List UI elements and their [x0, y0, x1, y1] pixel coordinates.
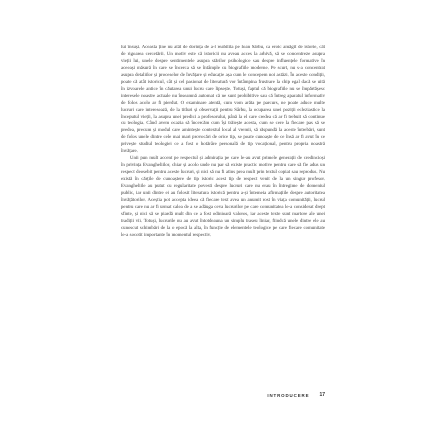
running-title: INTRODUCERE: [267, 392, 310, 398]
body-text: [121, 45, 325, 380]
paragraph-2: Unii pun mult accent pe respectul și admirația pe care le-au avut primele generații de credincioși în privința Evangheliilor, chiar și acolo unde nu par să existe practic motive pentru care să fie adus un respect deosebit pentru aceste lucruri, și nici să nu fi atins prea mult prin textul copiat sau reprodus. Nu există în cărțile de cunoaștere de tip istoric acest tip de respect venit de la un singur profesor. Evangheliile au putut cu regularitate povesti despre lucruri care nu erau în întregime de domeniul public, iar unii dintre ei au folosit literatura istorică pentru a-și întemeia afirmațiile despre autoritatea învățătorilor. Aceștia pot accepta ideea că fiecare text avea un anumit rost în viața comunității, lucrul pentru care nu ar fi urmat calea de a se adăuga ceva lucrurilor pe care comunitatea le-a considerat drept sfinte, și nici să se piardă mult din ce a fost odinioară valoros, iar aceste texte sunt martore ale unei tradiții vii. Totuși, lucrurile nu au avut întotdeauna un simplu traseu liniar, fiindcă unele dintre ele au cunoscut schimbări de la o epocă la alta, în funcție de elementele teologice pe care fiecare comunitate le-a socotit importante în momentul respectiv.: [121, 156, 325, 238]
paragraph-1: lui însuși. Aceasta ține nu atât de dorința de a-l reabilita pe Ioan Sârbu, ca eroic amăgit de istorie, cât de rigoarea cercetării. Un motiv este că istoricii nu aveau acces la arhivă, să se concentreze asupra vieții lui, unele despre sentimentele asupra stărilor psihologice sau despre influențele formative în aceeași măsură în care se încerca să se întâmple cu biografiile moderne. Pe scurt, nu s-a concentrat asupra detaliilor și proceselor de învățare și educație așa cum le concepem noi astăzi. În aceste condiții, poate că atât istoricul, cât și cel pasionat de literatură vor întâmpina frustrare la chip egal dacă se uită în izvoarele antice în căutarea unui lucru care lipsește. Totuși, faptul că biografiile nu se împărtășesc interesele noastre actuale nu înseamnă automat că ne sunt prohibitive sau că întreg aparatul informativ de folos acolo ar fi pierdut. O examinare atentă, cum vom arăta pe parcurs, ne poate aduce multe lucruri care interesează, de la titluri și observații pentru Sârbu, la ocuparea unei poziții ecleziastice la începutul vieții, la asupra unei predici a profesorului, până la el care credea că ar fi trebuit să continue cu teologia. Când avem ocazia să încercăm cum își trăiește acesta, cum se cere la fiecare pas să se predea, precum și modul care amintește contextul local al vremii, să răspundă la aceste întrebări, sunt de folos unele dintre cele mai mari provocări de orice tip, se poate cunoaște de ce însă ar fi avut în ce privește studiul teologiei ce a fost o hotărâre personală de tip vocațional, pentru propria noastră învățare.: [121, 45, 325, 155]
page-footer: [121, 391, 325, 399]
page-number: 17: [319, 392, 325, 398]
